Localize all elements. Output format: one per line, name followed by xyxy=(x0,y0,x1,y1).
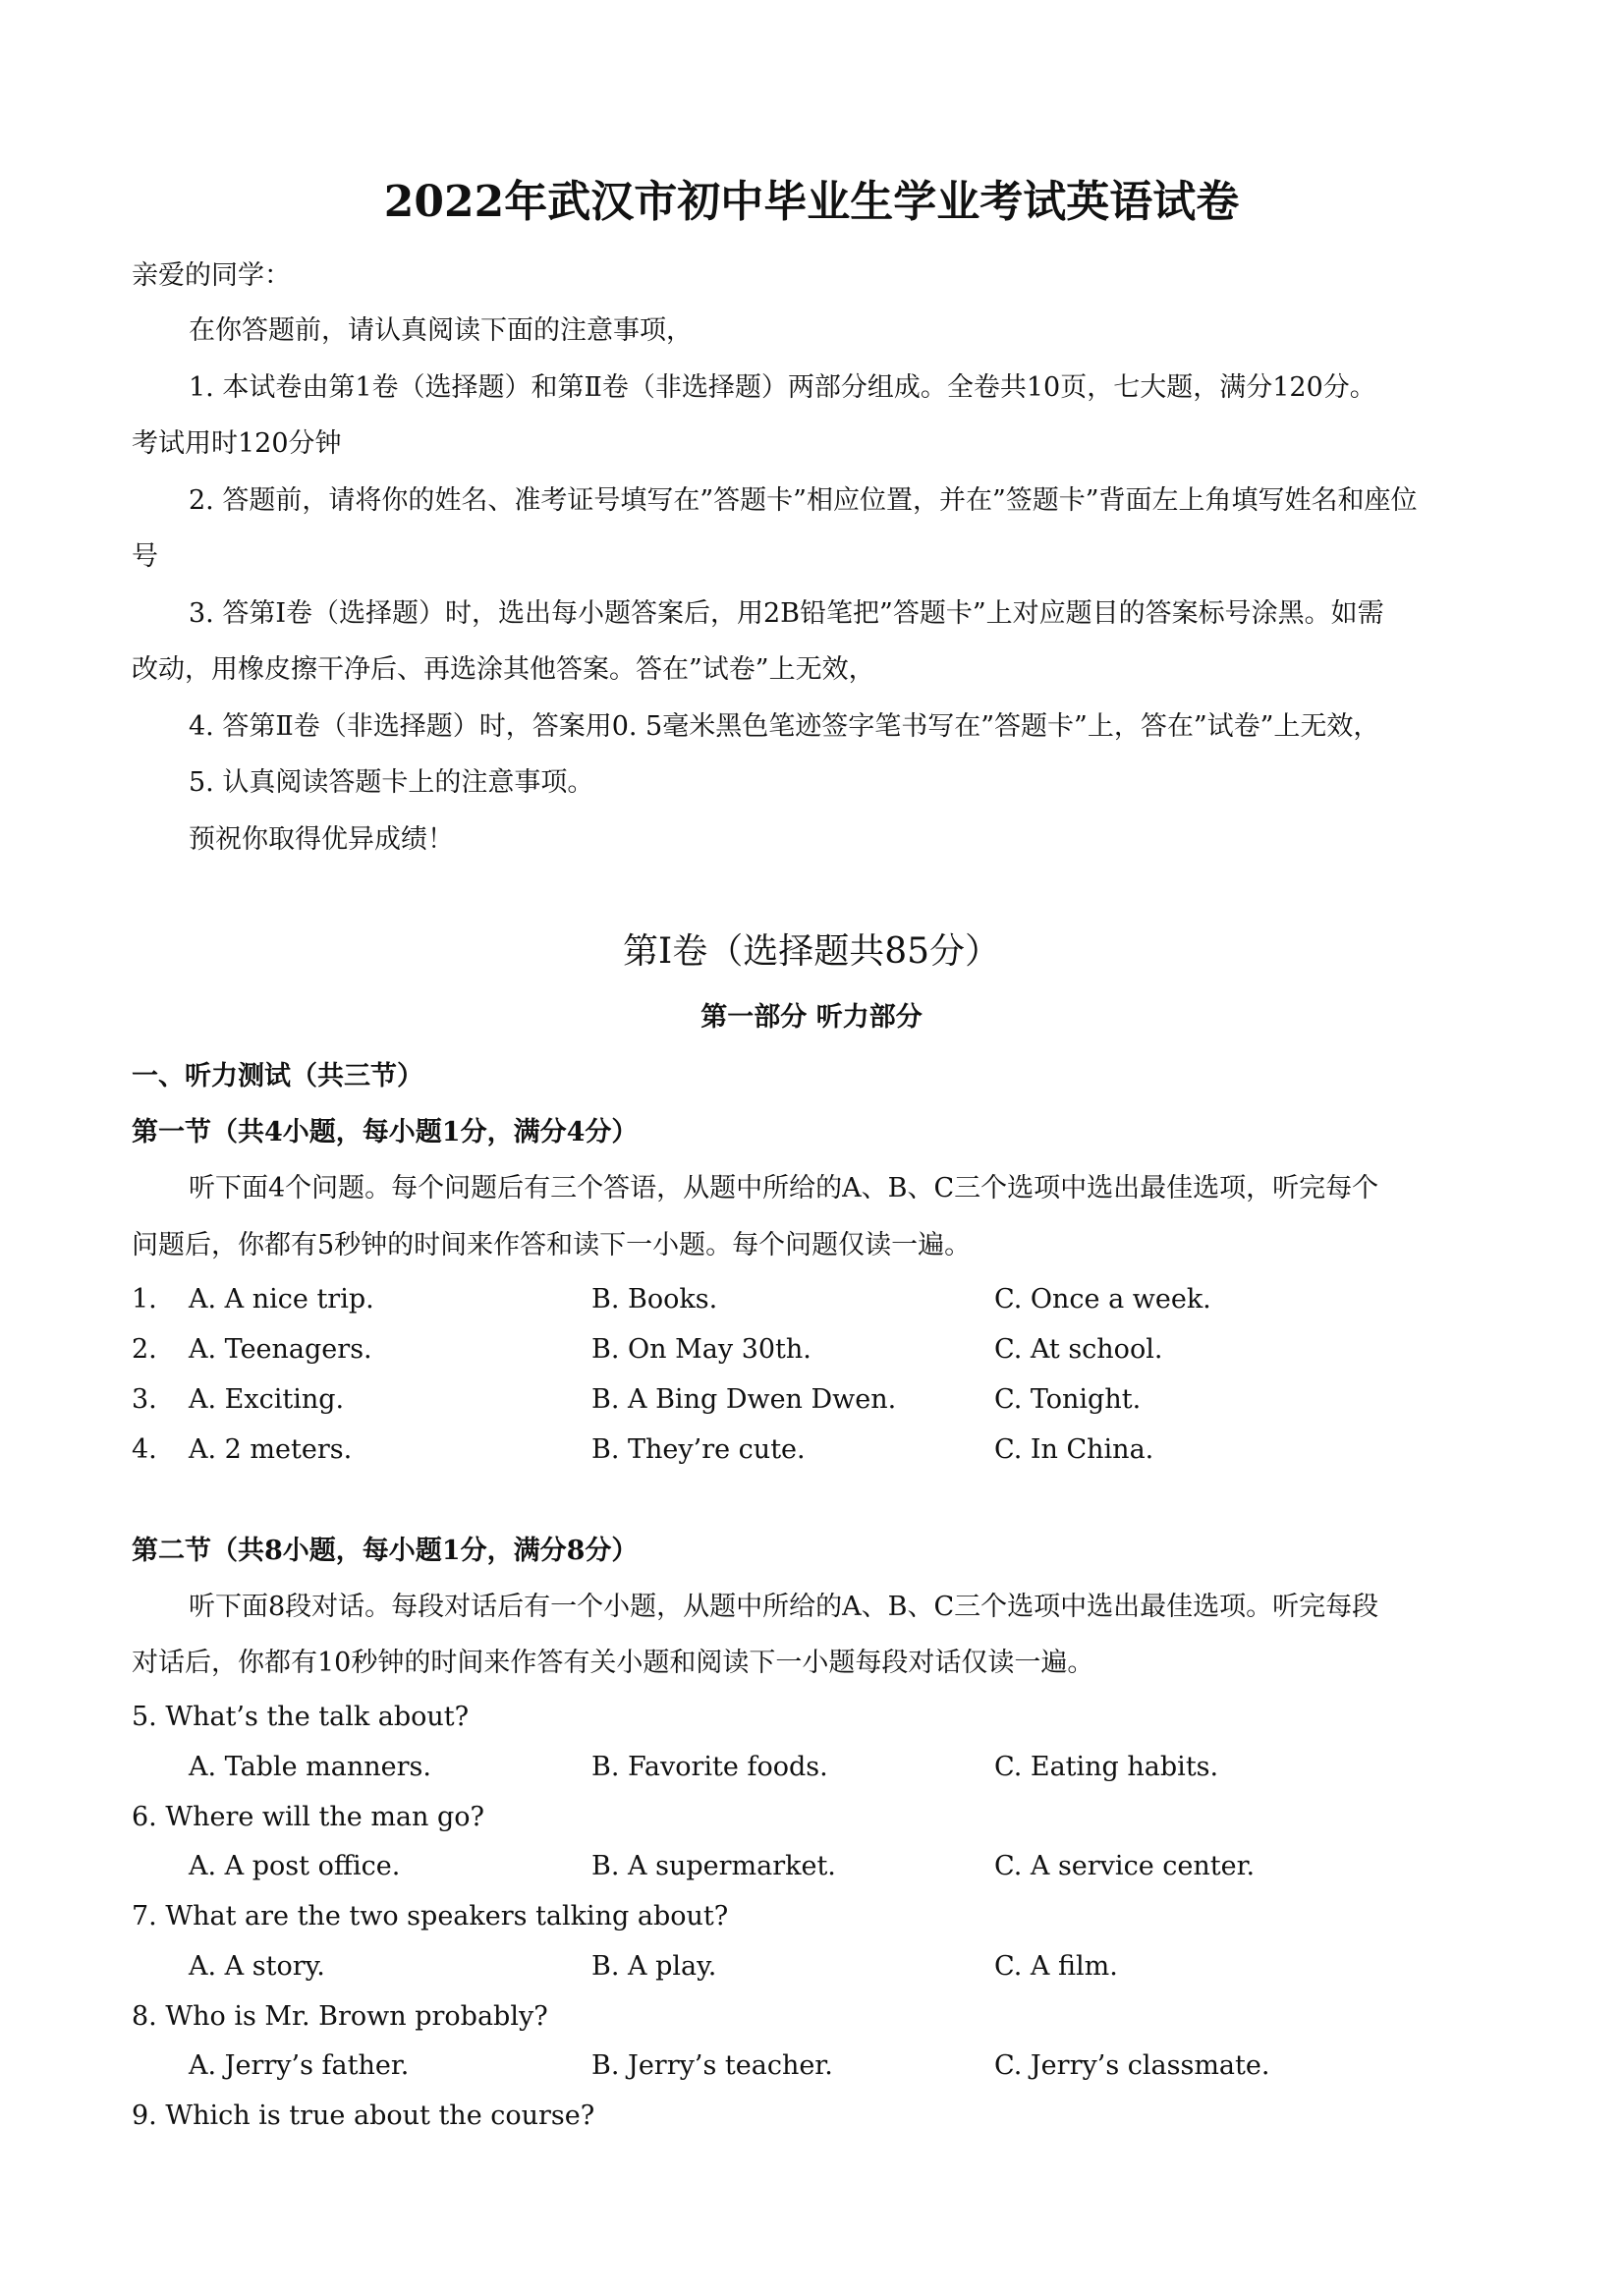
notice-item-2: 2. 答题前，请将你的姓名、准考证号填写在”答题卡”相应位置，并在”签题卡”背面左上角填写姓名和座位 xyxy=(189,485,1418,516)
section-2-instructions-cont: 对话后，你都有10秒钟的时间来作答有关小题和阅读下一小题每段对话仅读一遍。 xyxy=(132,1648,1094,1678)
section-2-heading: 第二节（共8小题，每小题1分，满分8分） xyxy=(132,1536,639,1566)
notice-item-1-cont: 考试用时120分钟 xyxy=(132,428,342,459)
option-a: A. Teenagers. xyxy=(189,1334,372,1365)
listening-heading: 一、听力测试（共三节） xyxy=(132,1061,423,1092)
option-c: C. Tonight. xyxy=(994,1384,1142,1415)
exam-title: 2022年武汉市初中毕业生学业考试英语试卷 xyxy=(383,177,1240,227)
option-a: A. A post office. xyxy=(189,1851,401,1881)
section-2-instructions: 听下面8段对话。每段对话后有一个小题，从题中所给的A、B、C三个选项中选出最佳选项。听完每段 xyxy=(189,1592,1379,1622)
option-a: A. Table manners. xyxy=(189,1752,431,1782)
option-b: B. They’re cute. xyxy=(591,1434,806,1465)
good-luck-wish: 预祝你取得优异成绩！ xyxy=(189,824,454,855)
option-a: A. A story. xyxy=(189,1951,325,1982)
notice-item-3-cont: 改动，用橡皮擦干净后、再选涂其他答案。答在”试卷”上无效， xyxy=(132,654,875,685)
notice-item-2-cont: 号 xyxy=(132,541,158,572)
question-options xyxy=(132,1948,1507,1986)
option-a: A. Exciting. xyxy=(189,1384,345,1415)
question-row xyxy=(132,1431,1507,1469)
question-stem: 7. What are the two speakers talking about? xyxy=(132,1901,729,1932)
option-c: C. A service center. xyxy=(994,1851,1256,1881)
notice-item-4: 4. 答第Ⅱ卷（非选择题）时，答案用0. 5毫米黑色笔迹签字笔书写在”答题卡”上，答在”试卷”上无效， xyxy=(189,711,1380,742)
option-c: C. In China. xyxy=(994,1434,1154,1465)
option-b: B. A play. xyxy=(591,1951,717,1982)
option-b: B. A Bing Dwen Dwen. xyxy=(591,1384,897,1415)
greeting: 亲爱的同学： xyxy=(132,260,291,291)
question-options xyxy=(132,1848,1507,1885)
question-number: 2. xyxy=(132,1334,157,1365)
question-number: 3. xyxy=(132,1384,157,1415)
option-b: B. A supermarket. xyxy=(591,1851,836,1881)
question-row xyxy=(132,1331,1507,1369)
notice-item-1: 1. 本试卷由第1卷（选择题）和第Ⅱ卷（非选择题）两部分组成。全卷共10页，七大题，满分120分。 xyxy=(189,372,1376,403)
notice-intro: 在你答题前，请认真阅读下面的注意事项， xyxy=(189,315,693,346)
option-a: A. Jerry’s father. xyxy=(189,2050,410,2081)
option-c: C. A film. xyxy=(994,1951,1118,1982)
option-b: B. Jerry’s teacher. xyxy=(591,2050,833,2081)
option-b: B. On May 30th. xyxy=(591,1334,812,1365)
section-1-instructions-cont: 问题后，你都有5秒钟的时间来作答和读下一小题。每个问题仅读一遍。 xyxy=(132,1230,972,1260)
question-options xyxy=(132,1749,1507,1786)
option-c: C. Once a week. xyxy=(994,1284,1211,1315)
option-b: B. Favorite foods. xyxy=(591,1752,828,1782)
question-row xyxy=(132,1281,1507,1318)
option-c: C. At school. xyxy=(994,1334,1163,1365)
question-number: 1. xyxy=(132,1284,157,1315)
notice-item-3: 3. 答第Ⅰ卷（选择题）时，选出每小题答案后，用2B铅笔把”答题卡”上对应题目的答案标号涂黑。如需 xyxy=(189,598,1384,629)
notice-item-5: 5. 认真阅读答题卡上的注意事项。 xyxy=(189,767,594,798)
option-c: C. Jerry’s classmate. xyxy=(994,2050,1270,2081)
question-row xyxy=(132,1381,1507,1419)
question-stem: 8. Who is Mr. Brown probably? xyxy=(132,2001,548,2032)
section-1-heading: 第一节（共4小题，每小题1分，满分4分） xyxy=(132,1117,639,1148)
option-a: A. A nice trip. xyxy=(189,1284,374,1315)
volume-1-title-text: 第Ⅰ卷（选择题共85分） xyxy=(622,931,1001,972)
option-b: B. Books. xyxy=(591,1284,718,1315)
option-a: A. 2 meters. xyxy=(189,1434,353,1465)
question-options xyxy=(132,2047,1507,2085)
question-number: 4. xyxy=(132,1434,157,1465)
volume-1-title xyxy=(0,928,1623,976)
question-stem: 9. Which is true about the course? xyxy=(132,2100,595,2131)
question-stem: 5. What’s the talk about? xyxy=(132,1702,470,1732)
part-1-title: 第一部分 听力部分 xyxy=(700,1002,923,1033)
option-c: C. Eating habits. xyxy=(994,1752,1219,1782)
question-stem: 6. Where will the man go? xyxy=(132,1802,485,1832)
section-1-instructions: 听下面4个问题。每个问题后有三个答语，从题中所给的A、B、C三个选项中选出最佳选项，听完每个 xyxy=(189,1173,1379,1204)
